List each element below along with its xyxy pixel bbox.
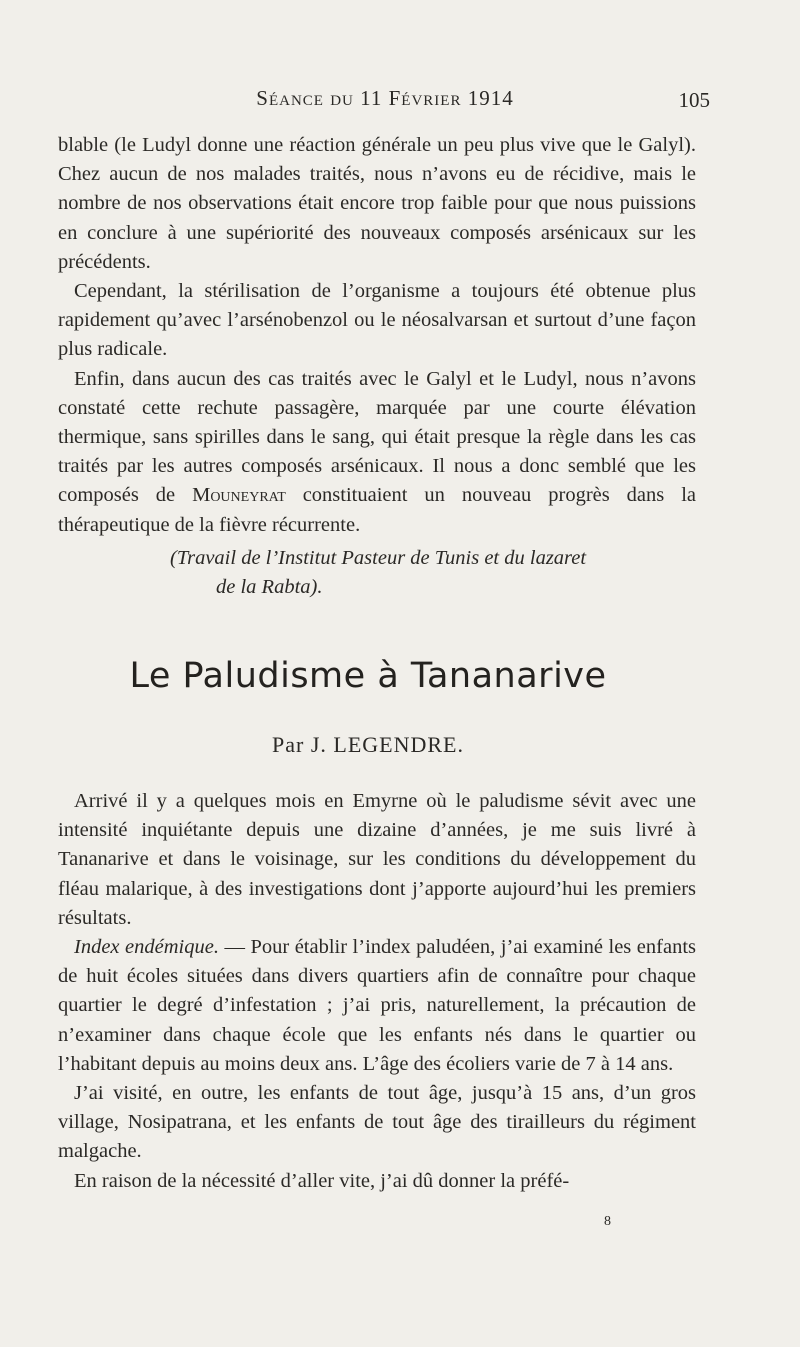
paragraph: Arrivé il y a quelques mois en Emyrne où le paludisme sévit avec une intensité inquiétante depuis une dizaine d’années, je me suis livré à Tananarive et dans le voisinage, sur les conditions du développement du fléau malarique, à des investigations dont j’apporte aujourd’hui les premiers résultats. (58, 790, 696, 929)
section-label: Index endémique. (74, 936, 219, 959)
signature-mark: 8 (604, 1214, 611, 1229)
paragraph: En raison de la nécessité d’aller vite, j’ai dû donner la préfé- (74, 1169, 570, 1192)
running-head (60, 86, 710, 116)
page-number: 105 (678, 88, 710, 112)
paragraph-text: Enfin, dans aucun des cas traités avec le Galyl et le Ludyl, nous n’avons constaté cette rechute passagère, marquée par une courte élévation thermique, sans spirilles dans le sang, qui était presque la règle dans les cas traités par les autres composés arsénicaux. Il nous a donc semblé que les composés de (58, 367, 696, 507)
running-title: Séance du 11 Février 1914 (256, 86, 514, 110)
article-title: Le Paludisme à Tananarive (129, 656, 607, 696)
previous-article-conclusion (58, 131, 696, 602)
paragraph: J’ai visité, en outre, les enfants de tout âge, jusqu’à 15 ans, d’un gros village, Nosipatrana, et les enfants de tout âge des tirailleurs du régiment malgache. (58, 1082, 696, 1163)
article-byline: Par J. LEGENDRE. (272, 732, 464, 757)
article-body (58, 787, 696, 1196)
lab-credit-line: de la Rabta). (216, 576, 323, 599)
paragraph-text: — Pour établir l’index paludéen, j’ai examiné les enfants de huit écoles situées dans divers quartiers afin de connaître pour chaque quartier le degré d’infestation ; j’ai pris, naturellement, la précaution de n’examiner dans chaque école que les enfants nés dans le quartier ou l’habitant depuis au moins deux ans. L’âge des écoliers varie de 7 à 14 ans. (58, 936, 696, 1075)
lab-credit (58, 544, 696, 602)
paragraph (58, 365, 696, 540)
paragraph-text: constituaient un nouveau progrès dans la thérapeutique de la fièvre récurrente. (58, 484, 696, 536)
paragraph: blable (le Ludyl donne une réaction générale un peu plus vive que le Galyl). Chez aucun de nos malades traités, nous n’avons eu de récidive, mais le nombre de nos observations était encore trop faible pour que nous puissions en conclure à une supériorité des nouveaux composés arsénicaux sur les précédents. (58, 134, 696, 273)
lab-credit-line: (Travail de l’Institut Pasteur de Tunis et du lazaret (170, 546, 587, 569)
paragraph: Cependant, la stérilisation de l’organisme a toujours été obtenue plus rapidement qu’avec l’arsénobenzol ou le néosalvarsan et surtout d’une façon plus radicale. (58, 280, 696, 361)
author-name: Mouneyrat (192, 484, 286, 507)
paragraph (58, 933, 696, 1079)
